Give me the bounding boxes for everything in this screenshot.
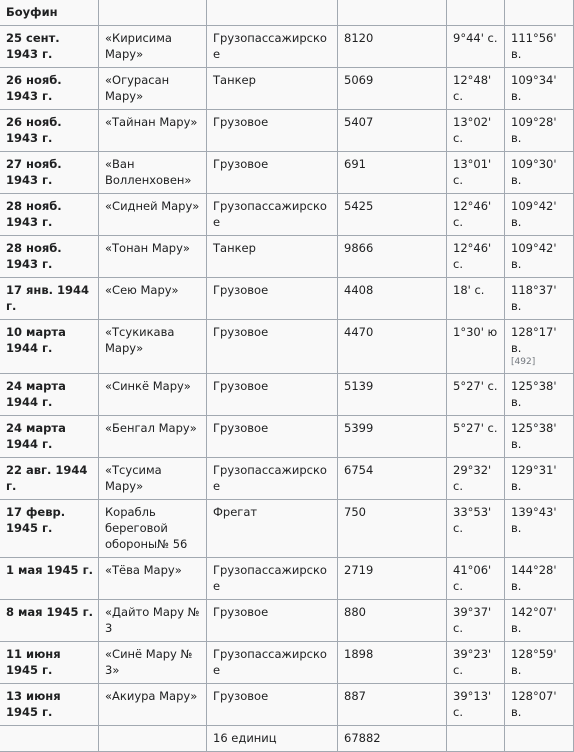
ship-type-cell-text: Танкер: [213, 73, 256, 87]
submarine-header-row: [0, 0, 574, 26]
empty-cell: [99, 726, 207, 752]
table-row: [0, 68, 574, 110]
empty-cell: [505, 726, 574, 752]
longitude-cell-text: 118°37' в.: [511, 283, 557, 313]
date-cell: [0, 278, 99, 320]
tonnage-cell-text: 1898: [344, 647, 374, 661]
tonnage-cell: [338, 458, 447, 500]
ship-name-cell-text: Корабль береговой обороны№ 56: [105, 505, 188, 551]
longitude-cell-text: 144°28' в.: [511, 563, 557, 593]
latitude-cell: [447, 374, 505, 416]
ship-name-cell-text: «Синё Мару № 3»: [105, 647, 193, 677]
ship-name-cell: [99, 600, 207, 642]
ship-type-cell-text: Грузовое: [213, 689, 269, 703]
latitude-cell: [447, 684, 505, 726]
ship-type-cell: [207, 152, 338, 194]
longitude-cell-text: 109°42' в.: [511, 241, 557, 271]
tonnage-cell: [338, 500, 447, 558]
ship-name-cell: [99, 458, 207, 500]
tonnage-cell-text: 5139: [344, 379, 374, 393]
date-cell: [0, 500, 99, 558]
latitude-cell-text: 1°30' ю: [453, 325, 498, 339]
tonnage-cell-text: 5399: [344, 421, 374, 435]
longitude-cell-text: 109°28' в.: [511, 115, 557, 145]
table-row: [0, 278, 574, 320]
tonnage-cell: [338, 558, 447, 600]
longitude-cell-text: 125°38' в.: [511, 421, 557, 451]
tonnage-cell: [338, 194, 447, 236]
longitude-cell-text: 139°43' в.: [511, 505, 557, 535]
latitude-cell-text: 12°48' с.: [453, 73, 492, 103]
tonnage-cell-text: 880: [344, 605, 366, 619]
date-cell-text: 26 нояб. 1943 г.: [6, 115, 62, 145]
date-cell-text: 27 нояб. 1943 г.: [6, 157, 62, 187]
longitude-cell: [505, 68, 574, 110]
latitude-cell-text: 39°13' с.: [453, 689, 492, 719]
ship-type-cell-text: Грузовое: [213, 421, 269, 435]
ship-type-cell-text: Грузопассажирское: [213, 463, 327, 493]
tonnage-cell-text: 4408: [344, 283, 374, 297]
ship-type-cell-text: Грузовое: [213, 283, 269, 297]
table-row: [0, 152, 574, 194]
date-cell-text: 24 марта 1944 г.: [6, 421, 66, 451]
ship-name-cell: [99, 558, 207, 600]
table-row: [0, 26, 574, 68]
longitude-cell: [505, 458, 574, 500]
table-row: [0, 110, 574, 152]
ship-name-cell: [99, 416, 207, 458]
ship-type-cell-text: Грузовое: [213, 157, 269, 171]
ship-type-cell: [207, 110, 338, 152]
latitude-cell-text: 12°46' с.: [453, 199, 492, 229]
empty-cell: [99, 0, 207, 26]
table-row: [0, 458, 574, 500]
ship-type-cell: [207, 374, 338, 416]
longitude-cell: [505, 374, 574, 416]
table-row: [0, 416, 574, 458]
longitude-cell: [505, 684, 574, 726]
latitude-cell: [447, 110, 505, 152]
tonnage-cell: [338, 110, 447, 152]
latitude-cell-text: 33°53' с.: [453, 505, 492, 535]
tonnage-cell-text: 2719: [344, 563, 374, 577]
latitude-cell: [447, 458, 505, 500]
ship-name-cell: [99, 642, 207, 684]
table-row: [0, 320, 574, 374]
date-cell-text: 8 мая 1945 г.: [6, 605, 93, 619]
latitude-cell: [447, 558, 505, 600]
latitude-cell-text: 39°23' с.: [453, 647, 492, 677]
tonnage-cell: [338, 236, 447, 278]
ship-name-cell-text: «Бенгал Мару»: [105, 421, 197, 435]
tonnage-cell-text: 4470: [344, 325, 374, 339]
longitude-cell-text: 128°59' в.: [511, 647, 557, 677]
longitude-cell-text: 109°30' в.: [511, 157, 557, 187]
date-cell-text: 13 июня 1945 г.: [6, 689, 61, 719]
latitude-cell: [447, 236, 505, 278]
ship-name-cell: [99, 152, 207, 194]
tonnage-cell-text: 6754: [344, 463, 374, 477]
longitude-cell-text: 128°07' в.: [511, 689, 557, 719]
ship-name-cell-text: «Сидней Мару»: [105, 199, 200, 213]
latitude-cell-text: 13°02' с.: [453, 115, 492, 145]
date-cell: [0, 110, 99, 152]
date-cell: [0, 320, 99, 374]
longitude-cell: [505, 110, 574, 152]
ship-type-cell: [207, 558, 338, 600]
ship-name-cell: [99, 194, 207, 236]
latitude-cell-text: 18' с.: [453, 283, 485, 297]
longitude-cell-text: 109°34' в.: [511, 73, 557, 103]
table-row: [0, 236, 574, 278]
tonnage-cell-text: 691: [344, 157, 366, 171]
longitude-cell: [505, 152, 574, 194]
longitude-cell-text: 109°42' в.: [511, 199, 557, 229]
ship-name-cell-text: «Огурасан Мару»: [105, 73, 170, 103]
date-cell: [0, 600, 99, 642]
latitude-cell-text: 5°27' с.: [453, 421, 498, 435]
tonnage-cell-text: 5425: [344, 199, 374, 213]
longitude-cell: [505, 320, 574, 374]
date-cell: [0, 236, 99, 278]
ship-name-cell-text: «Сею Мару»: [105, 283, 179, 297]
latitude-cell-text: 29°32' с.: [453, 463, 492, 493]
date-cell-text: 11 июня 1945 г.: [6, 647, 61, 677]
latitude-cell-text: 41°06' с.: [453, 563, 492, 593]
date-cell-text: 28 нояб. 1943 г.: [6, 241, 62, 271]
date-cell-text: 17 янв. 1944 г.: [6, 283, 89, 313]
ship-name-cell: [99, 374, 207, 416]
tonnage-cell-text: 9866: [344, 241, 374, 255]
latitude-cell-text: 9°44' с.: [453, 31, 498, 45]
ship-name-cell: [99, 110, 207, 152]
ship-type-cell: [207, 68, 338, 110]
ship-type-cell-text: Грузопассажирское: [213, 199, 327, 229]
longitude-cell-text: 111°56' в.: [511, 31, 557, 61]
table-row: [0, 194, 574, 236]
longitude-cell-text: 142°07' в.: [511, 605, 557, 635]
ship-type-cell: [207, 642, 338, 684]
latitude-cell: [447, 600, 505, 642]
longitude-cell: [505, 642, 574, 684]
latitude-cell: [447, 26, 505, 68]
date-cell: [0, 26, 99, 68]
ship-type-cell-text: Фрегат: [213, 505, 258, 519]
ship-type-cell: [207, 26, 338, 68]
date-cell-text: 17 февр. 1945 г.: [6, 505, 66, 535]
tonnage-cell-text: 8120: [344, 31, 374, 45]
date-cell: [0, 642, 99, 684]
latitude-cell: [447, 68, 505, 110]
ship-type-cell: [207, 278, 338, 320]
tonnage-cell: [338, 68, 447, 110]
ship-name-cell-text: «Тайнан Мару»: [105, 115, 198, 129]
date-cell: [0, 68, 99, 110]
longitude-cell: [505, 236, 574, 278]
tonnage-cell: [338, 278, 447, 320]
tonnage-cell: [338, 152, 447, 194]
latitude-cell-text: 13°01' с.: [453, 157, 492, 187]
longitude-cell: [505, 500, 574, 558]
table-row: [0, 642, 574, 684]
latitude-cell-text: 12°46' с.: [453, 241, 492, 271]
table-row: [0, 374, 574, 416]
latitude-cell: [447, 642, 505, 684]
table-row: [0, 500, 574, 558]
ship-type-cell-text: Грузовое: [213, 379, 269, 393]
date-cell: [0, 374, 99, 416]
tonnage-cell-text: 5407: [344, 115, 374, 129]
table-row: [0, 684, 574, 726]
ship-type-cell-text: Грузопассажирское: [213, 563, 327, 593]
empty-cell: [447, 0, 505, 26]
ship-name-cell: [99, 68, 207, 110]
submarine-name: Боуфин: [0, 0, 99, 26]
total-units-cell: 16 единиц: [207, 726, 338, 752]
date-cell: [0, 152, 99, 194]
ship-name-cell-text: «Дайто Мару № 3: [105, 605, 200, 635]
empty-cell: [505, 0, 574, 26]
tonnage-cell: [338, 642, 447, 684]
ship-name-cell-text: «Тонан Мару»: [105, 241, 190, 255]
date-cell: [0, 458, 99, 500]
date-cell-text: 1 мая 1945 г.: [6, 563, 93, 577]
ship-name-cell: [99, 320, 207, 374]
longitude-cell: [505, 194, 574, 236]
ship-name-cell: [99, 684, 207, 726]
table-row: [0, 600, 574, 642]
longitude-cell-text: 129°31' в.: [511, 463, 557, 493]
empty-cell: [0, 726, 99, 752]
ship-type-cell-text: Грузовое: [213, 115, 269, 129]
date-cell-text: 25 сент. 1943 г.: [6, 31, 60, 61]
latitude-cell-text: 39°37' с.: [453, 605, 492, 635]
ship-type-cell-text: Танкер: [213, 241, 256, 255]
ship-type-cell-text: Грузопассажирское: [213, 31, 327, 61]
ship-name-cell: [99, 278, 207, 320]
empty-cell: [338, 0, 447, 26]
empty-cell: [207, 0, 338, 26]
date-cell: [0, 416, 99, 458]
tonnage-cell: [338, 374, 447, 416]
ship-type-cell: [207, 236, 338, 278]
ship-type-cell-text: Грузовое: [213, 325, 269, 339]
longitude-cell-text: 125°38' в.: [511, 379, 557, 409]
date-cell-text: 22 авг. 1944 г.: [6, 463, 88, 493]
table-row: [0, 558, 574, 600]
latitude-cell: [447, 152, 505, 194]
tonnage-cell: [338, 26, 447, 68]
latitude-cell: [447, 278, 505, 320]
total-tonnage-cell: 67882: [338, 726, 447, 752]
date-cell-text: 28 нояб. 1943 г.: [6, 199, 62, 229]
ship-type-cell-text: Грузовое: [213, 605, 269, 619]
ship-type-cell: [207, 416, 338, 458]
ship-type-cell: [207, 600, 338, 642]
latitude-cell: [447, 194, 505, 236]
date-cell: [0, 194, 99, 236]
ship-type-cell: [207, 500, 338, 558]
date-cell: [0, 684, 99, 726]
ship-name-cell-text: «Тсусима Мару»: [105, 463, 162, 493]
latitude-cell-text: 5°27' с.: [453, 379, 498, 393]
ship-name-cell-text: «Акиура Мару»: [105, 689, 198, 703]
latitude-cell: [447, 416, 505, 458]
tonnage-cell-text: 5069: [344, 73, 374, 87]
tonnage-cell-text: 750: [344, 505, 366, 519]
tonnage-cell: [338, 320, 447, 374]
ship-name-cell-text: «Тёва Мару»: [105, 563, 182, 577]
ship-type-cell-text: Грузопассажирское: [213, 647, 327, 677]
latitude-cell: [447, 500, 505, 558]
empty-cell: [447, 726, 505, 752]
date-cell-text: 10 марта 1944 г.: [6, 325, 66, 355]
date-cell: [0, 558, 99, 600]
longitude-cell: [505, 26, 574, 68]
ship-type-cell: [207, 320, 338, 374]
longitude-cell-text: 128°17' в.: [511, 325, 557, 355]
ship-name-cell-text: «Ван Волленховен»: [105, 157, 192, 187]
ship-type-cell: [207, 194, 338, 236]
ship-type-cell: [207, 684, 338, 726]
total-row: [0, 726, 574, 752]
ship-name-cell-text: «Синкё Мару»: [105, 379, 191, 393]
latitude-cell: [447, 320, 505, 374]
longitude-cell: [505, 278, 574, 320]
date-cell-text: 24 марта 1944 г.: [6, 379, 66, 409]
ship-name-cell-text: «Тсукикава Мару»: [105, 325, 175, 355]
tonnage-cell: [338, 416, 447, 458]
tonnage-cell-text: 887: [344, 689, 366, 703]
date-cell-text: 26 нояб. 1943 г.: [6, 73, 62, 103]
tonnage-cell: [338, 684, 447, 726]
ship-name-cell: [99, 236, 207, 278]
ship-name-cell: [99, 500, 207, 558]
longitude-cell: [505, 600, 574, 642]
longitude-cell: [505, 416, 574, 458]
tonnage-cell: [338, 600, 447, 642]
ship-type-cell: [207, 458, 338, 500]
longitude-cell: [505, 558, 574, 600]
reference-link[interactable]: [492]: [511, 357, 536, 367]
ship-name-cell: [99, 26, 207, 68]
ship-name-cell-text: «Кирисима Мару»: [105, 31, 172, 61]
